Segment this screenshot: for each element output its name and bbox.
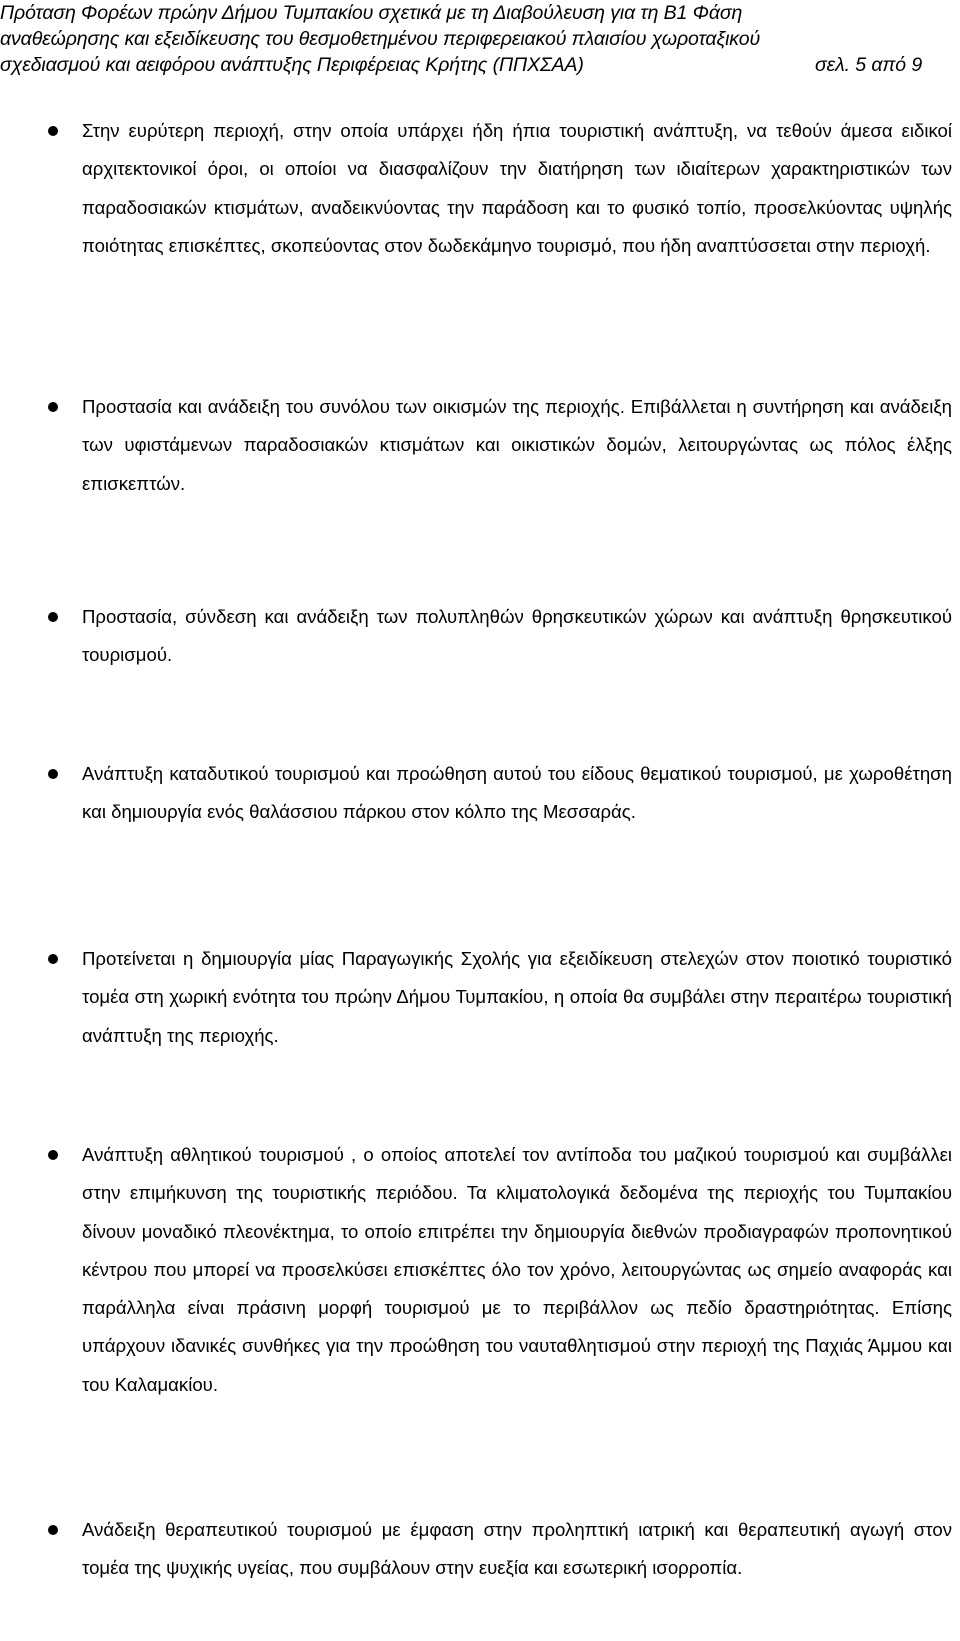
bullet-text: Στην ευρύτερη περιοχή, στην οποία υπάρχει ήδη ήπια τουριστική ανάπτυξη, να τεθούν άμεσα ειδικοί αρχιτεκτονικοί όροι, οι οποίοι να διασφαλίζουν την διατήρηση των ιδιαίτερων χαρακτηριστικών των παραδοσιακών κτισμάτων, αναδεικνύοντας την παράδοση και το φυσικό τοπίο, προσελκύοντας υψηλής ποιότητας επισκέπτες, σκοπεύοντας στον δωδεκάμηνο τουρισμό, που ήδη αναπτύσσεται στην περιοχή. xyxy=(82,120,952,256)
page-number-label: σελ. 5 από 9 xyxy=(815,54,923,76)
bullet-text: Ανάδειξη θεραπευτικού τουρισμού με έμφαση στην προληπτική ιατρική και θεραπευτική αγωγή στον τομέα της ψυχικής υγείας, που συμβάλουν στην ευεξία και εσωτερική ισορροπία. xyxy=(82,1519,952,1579)
bullet-icon xyxy=(48,612,58,622)
header-title-line-3: σχεδιασμού και αειφόρου ανάπτυξης Περιφέρειας Κρήτης (ΠΠΧΣΑΑ) xyxy=(0,54,584,76)
bullet-icon xyxy=(48,1525,58,1535)
bullet-text: Προστασία και ανάδειξη του συνόλου των οικισμών της περιοχής. Επιβάλλεται η συντήρηση και ανάδειξη των υφιστάμενων παραδοσιακών κτισμάτων και οικιστικών δομών, λειτουργώντας ως πόλος έλξης επισκεπτών. xyxy=(82,396,952,494)
bullet-text: Προτείνεται η δημιουργία μίας Παραγωγικής Σχολής για εξειδίκευση στελεχών στον ποιοτικό τουριστικό τομέα στη χωρική ενότητα του πρώην Δήμου Τυμπακίου, η οποία θα συμβάλει στην περαιτέρω τουριστική ανάπτυξη της περιοχής. xyxy=(82,948,952,1046)
page-header xyxy=(0,0,958,78)
header-title-line-3-row xyxy=(0,52,958,78)
bullet-text: Ανάπτυξη καταδυτικού τουρισμού και προώθηση αυτού του είδους θεματικού τουρισμού, με χωροθέτηση και δημιουργία ενός θαλάσσιου πάρκου στον κόλπο της Μεσσαράς. xyxy=(82,763,952,823)
bullet-icon xyxy=(48,402,58,412)
header-title-line-1: Πρόταση Φορέων πρώην Δήμου Τυμπακίου σχετικά με τη Διαβούλευση για τη Β1 Φάση xyxy=(0,2,743,24)
bullet-icon xyxy=(48,1150,58,1160)
bullet-text: Ανάπτυξη αθλητικού τουρισμού , ο οποίος αποτελεί τον αντίποδα του μαζικού τουρισμού και συμβάλλει στην επιμήκυνση της τουριστικής περιόδου. Τα κλιματολογικά δεδομένα της περιοχής του Τυμπακίου δίνουν μοναδικό πλεονέκτημα, το οποίο επιτρέπει την δημιουργία διεθνών προδιαγραφών προπονητικού κέντρου που μπορεί να προσελκύσει επισκέπτες όλο τον χρόνο, λειτουργώντας ως σημείο αναφοράς και παράλληλα είναι πράσινη μορφή τουρισμού με το περιβάλλον ως πεδίο δραστηριότητας. Επίσης υπάρχουν ιδανικές συνθήκες για την προώθηση του ναυταθλητισμού στην περιοχή της Παχιάς Άμμου και του Καλαμακίου. xyxy=(82,1144,952,1395)
bullet-icon xyxy=(48,954,58,964)
header-title-line-2: αναθεώρησης και εξειδίκευσης του θεσμοθετημένου περιφερειακού πλαισίου χωροταξικού xyxy=(0,28,761,50)
bullet-text: Προστασία, σύνδεση και ανάδειξη των πολυπληθών θρησκευτικών χώρων και ανάπτυξη θρησκευτικού τουρισμού. xyxy=(82,606,952,666)
bullet-icon xyxy=(48,126,58,136)
bullet-icon xyxy=(48,769,58,779)
